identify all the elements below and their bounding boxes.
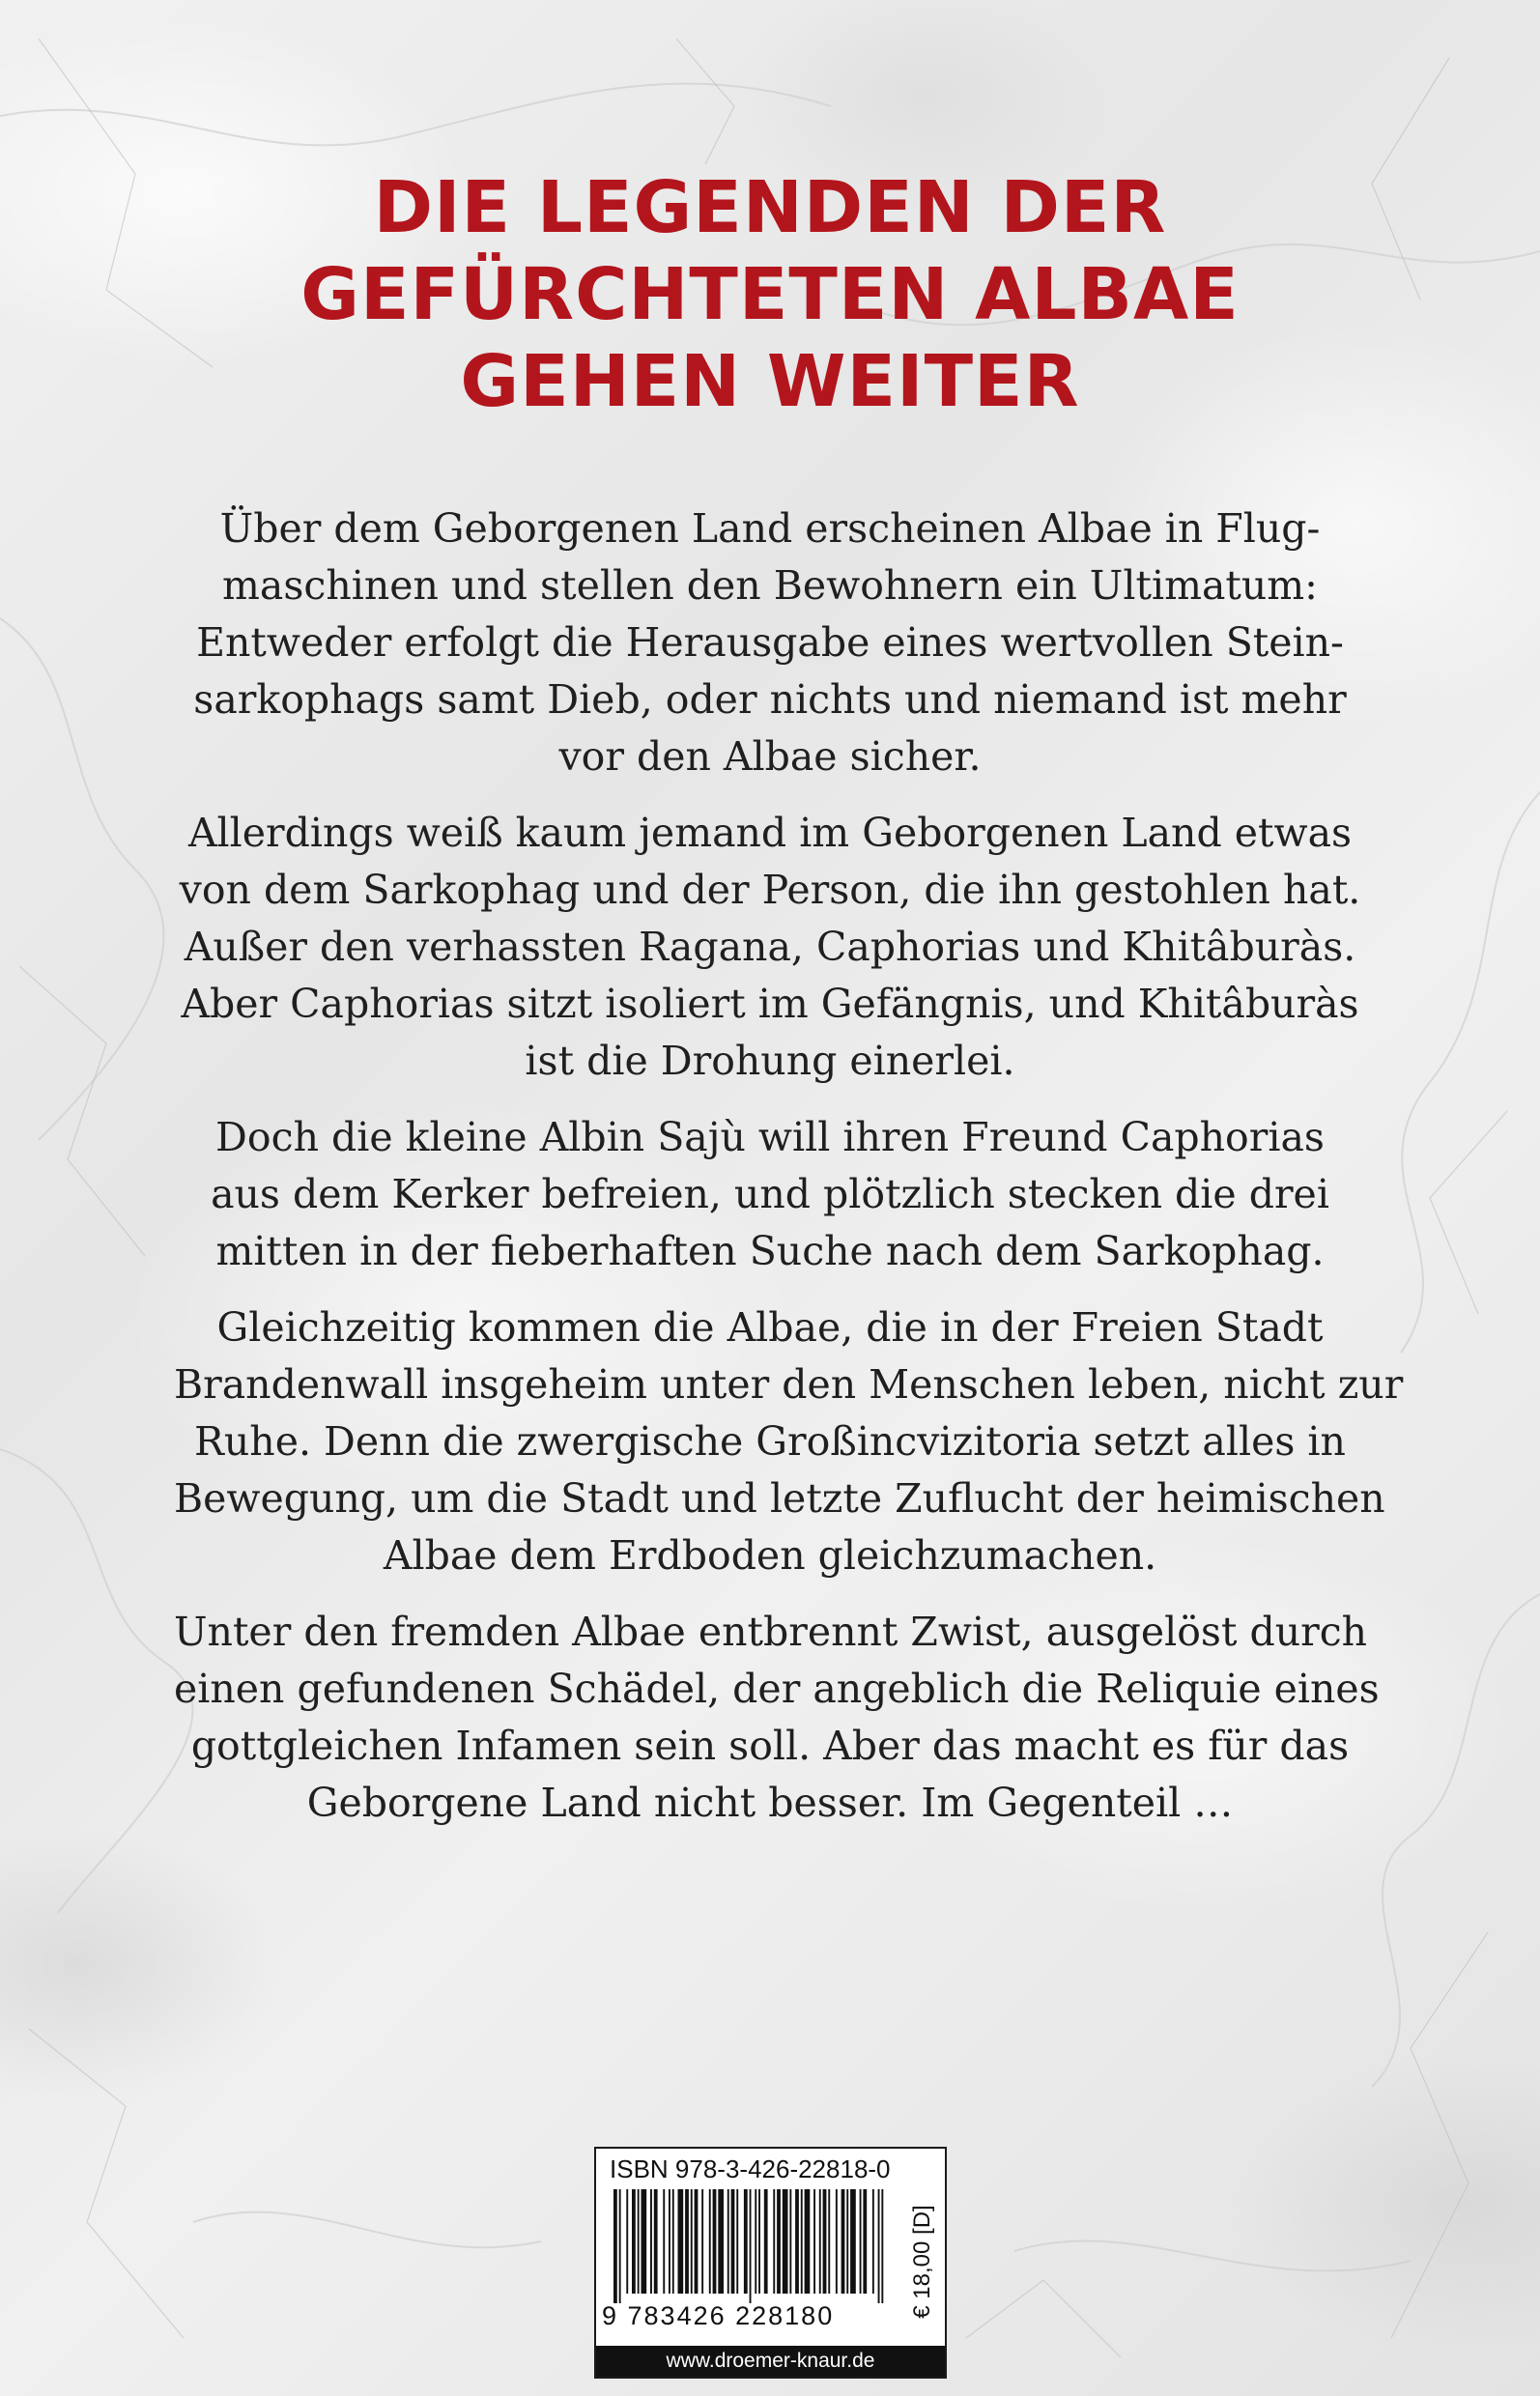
barcode-bar (654, 2189, 658, 2294)
text-line: Brandenwall insgeheim unter den Menschen leben, nicht zur (174, 1361, 1404, 1408)
headline (0, 164, 1540, 425)
blurb-paragraph (174, 1109, 1366, 1280)
text-line: Geborgene Land nicht besser. Im Gegenteil … (306, 1780, 1234, 1826)
text-line: mitten in der fieberhaften Suche nach dem Sarkophag. (215, 1228, 1325, 1274)
text-line: Ruhe. Denn die zwergische Großincvizitoria setzt alles in (194, 1418, 1346, 1465)
barcode-bar (783, 2189, 788, 2294)
blurb-paragraph (174, 805, 1366, 1090)
price-text: € 18,00 [D] (909, 2205, 935, 2319)
isbn-barcode-box (594, 2147, 947, 2379)
barcode-digits: 9 783426 228180 (602, 2301, 835, 2330)
barcode-bar (691, 2189, 693, 2294)
barcode-bar (731, 2189, 735, 2294)
headline-line: GEFÜRCHTETEN ALBAE (300, 253, 1240, 336)
barcode-bar (755, 2189, 756, 2294)
headline-line: GEHEN WEITER (460, 340, 1080, 423)
text-line: einen gefundenen Schädel, der angeblich die Reliquie eines (174, 1666, 1380, 1712)
barcode-bar (713, 2189, 717, 2294)
barcode-bar (718, 2189, 724, 2294)
barcode-bar (695, 2189, 699, 2294)
barcode (610, 2189, 890, 2303)
barcode-bar (758, 2189, 760, 2294)
barcode-bar (836, 2189, 838, 2294)
barcode-bar (613, 2189, 617, 2303)
text-line: Bewegung, um die Stadt und letzte Zuflucht der heimischen (174, 1475, 1385, 1522)
text-line: Außer den verhassten Ragana, Caphorias und Khitâburàs. (184, 924, 1356, 970)
barcode-bar (863, 2189, 867, 2294)
blurb-paragraph (174, 500, 1366, 785)
barcode-bar (672, 2189, 674, 2294)
barcode-bar (632, 2189, 636, 2294)
text-line: Gleichzeitig kommen die Albae, die in der Freien Stadt (216, 1304, 1324, 1351)
text-line: maschinen und stellen den Bewohnern ein Ultimatum: (222, 562, 1318, 609)
barcode-bar (813, 2189, 815, 2294)
barcode-bar (773, 2189, 775, 2294)
barcode-bar (841, 2189, 845, 2294)
barcode-bar (801, 2189, 803, 2294)
barcode-bar (823, 2189, 827, 2294)
barcode-bar (727, 2189, 729, 2294)
text-line: aus dem Kerker befreien, und plötzlich stecken die drei (211, 1171, 1329, 1217)
blurb-paragraph (174, 1604, 1380, 1832)
text-line: sarkophags samt Dieb, oder nichts und niemand ist mehr (193, 676, 1347, 723)
publisher-website: www.droemer-knaur.de (596, 2346, 945, 2377)
barcode-bar (850, 2189, 856, 2294)
headline-line: DIE LEGENDEN DER (373, 166, 1167, 249)
barcode-bar (736, 2189, 738, 2294)
barcode-bar (669, 2189, 670, 2294)
blurb-paragraph (174, 1299, 1404, 1584)
isbn-number: ISBN 978-3-426-22818-0 (610, 2154, 891, 2183)
barcode-bar (685, 2189, 689, 2294)
barcode-bar (626, 2189, 628, 2294)
barcode-bar (795, 2189, 799, 2294)
text-line: Doch die kleine Albin Sajù will ihren Freund Caphorias (215, 1114, 1325, 1160)
price-label (906, 2189, 939, 2334)
barcode-bar (750, 2189, 752, 2303)
barcode-bar (819, 2189, 821, 2294)
text-line: Über dem Geborgenen Land erscheinen Albae in Flug- (219, 505, 1321, 552)
barcode-bar (828, 2189, 830, 2294)
barcode-bar (678, 2189, 684, 2294)
blurb-text (174, 500, 1404, 1851)
barcode-bar (881, 2189, 883, 2303)
barcode-bar (744, 2189, 748, 2294)
barcode-bar (642, 2189, 647, 2294)
barcode-bar (764, 2189, 768, 2294)
text-line: gottgleichen Infamen sein soll. Aber das macht es für das (190, 1723, 1350, 1769)
barcode-bar (663, 2189, 665, 2294)
barcode-bar (701, 2189, 703, 2294)
barcode-bar (878, 2189, 880, 2303)
text-line: Unter den fremden Albae entbrennt Zwist, ausgelöst durch (174, 1609, 1368, 1655)
barcode-bar (846, 2189, 848, 2294)
text-line: Allerdings weiß kaum jemand im Geborgenen Land etwas (187, 810, 1353, 856)
barcode-bar (638, 2189, 640, 2294)
barcode-bar (789, 2189, 791, 2294)
text-line: Entweder erfolgt die Herausgabe eines wertvollen Stein- (196, 619, 1344, 666)
barcode-bar (777, 2189, 781, 2294)
text-line: Albae dem Erdboden gleichzumachen. (383, 1532, 1157, 1579)
barcode-bar (650, 2189, 652, 2294)
barcode-bar (709, 2189, 711, 2294)
barcode-bar (805, 2189, 811, 2294)
text-line: ist die Drohung einerlei. (525, 1038, 1015, 1084)
barcode-bar (872, 2189, 874, 2294)
text-line: Aber Caphorias sitzt isoliert im Gefängnis, und Khitâburàs (181, 981, 1359, 1027)
text-line: von dem Sarkophag und der Person, die ihn gestohlen hat. (179, 867, 1361, 913)
barcode-bar (860, 2189, 862, 2294)
barcode-bar (619, 2189, 621, 2303)
text-line: vor den Albae sicher. (558, 733, 982, 780)
